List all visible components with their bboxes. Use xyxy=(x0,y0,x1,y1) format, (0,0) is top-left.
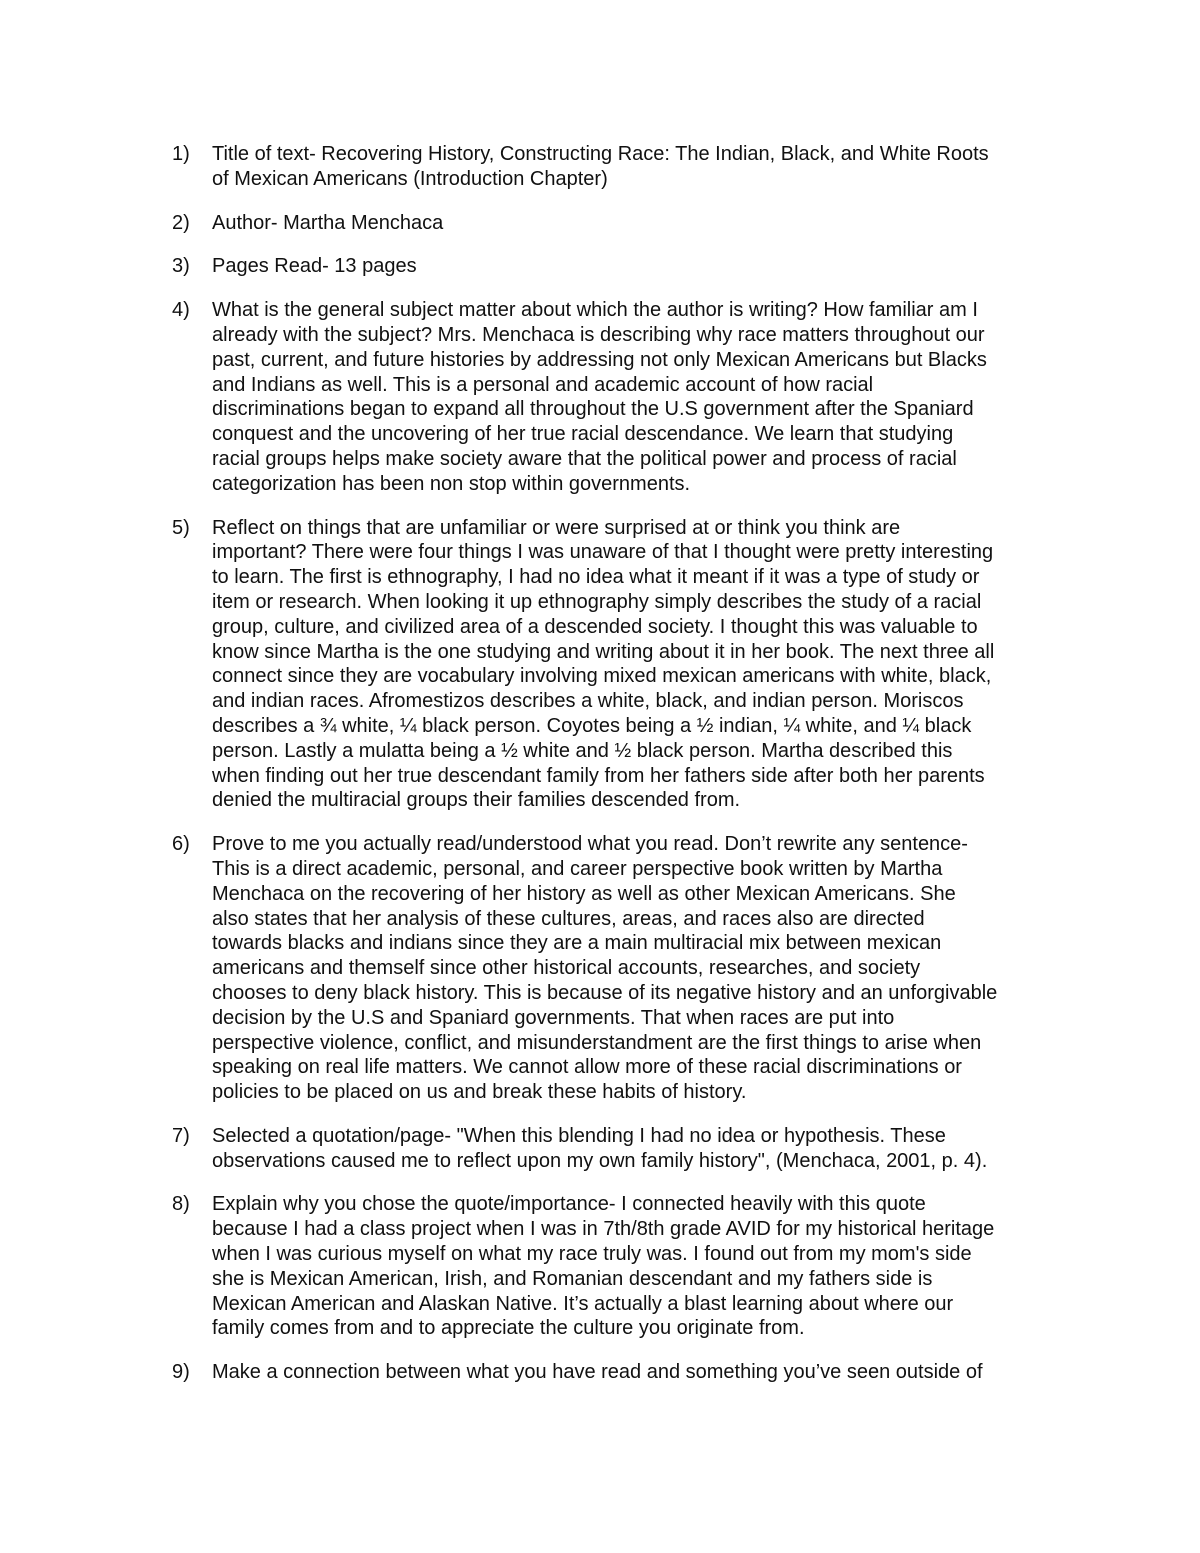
list-item-text: Prove to me you actually read/understood what you read. Don’t rewrite any sentence- This is a direct academic, personal, and career perspective book written by Martha Menchaca on the recovering of her history as well as other Mexican Americans. She also states that her analysis of these cultures, areas, and races also are directed towards blacks and indians since they are a main multiracial mix between mexican americans and themself since other historical accounts, researches, and society chooses to deny black history. This is because of its negative history and an unforgivable decision by the U.S and Spaniard governments. That when races are put into perspective violence, conflict, and misunderstandment are the first things to arise when speaking on real life matters. We cannot allow more of these racial discriminations or policies to be placed on us and break these habits of history. xyxy=(212,833,998,1104)
list-item-number: 3) xyxy=(172,255,190,278)
list-item-number: 2) xyxy=(172,211,190,234)
list-item-text: Pages Read- 13 pages xyxy=(212,255,417,278)
list-item-number: 5) xyxy=(172,516,190,539)
list-item xyxy=(172,142,1072,192)
list-item-number: 6) xyxy=(172,833,190,856)
list-item-text: Reflect on things that are unfamiliar or were surprised at or think you think are important? There were four things I was unaware of that I thought were pretty interesting to learn. The first is ethnography, I had no idea what it meant if it was a type of study or item or research. When looking it up ethnography simply describes the study of a racial group, culture, and civilized area of a descended society. I thought this was valuable to know since Martha is the one studying and writing about it in her book. The next three all connect since they are vocabulary involving mixed mexican americans with white, black, and indian races. Afromestizos describes a white, black, and indian person. Moriscos describes a ¾ white, ¼ black person. Coyotes being a ½ indian, ¼ white, and ¼ black person. Lastly a mulatta being a ½ white and ½ black person. Martha described this when finding out her true descendant family from her fathers side after both her parents denied the multiracial groups their families descended from. xyxy=(212,516,995,812)
list-item-text: Author- Martha Menchaca xyxy=(212,211,444,234)
numbered-list xyxy=(172,142,1072,1404)
list-item xyxy=(172,516,1072,814)
list-item xyxy=(172,1192,1072,1341)
list-item xyxy=(172,298,1072,496)
list-item-number: 4) xyxy=(172,299,190,322)
list-item-number: 7) xyxy=(172,1124,190,1147)
list-item-number: 9) xyxy=(172,1361,190,1384)
list-item xyxy=(172,211,1072,236)
list-item-text: Make a connection between what you have read and something you’ve seen outside of xyxy=(212,1361,983,1384)
list-item-text: Explain why you chose the quote/importance- I connected heavily with this quote because I had a class project when I was in 7th/8th grade AVID for my historical heritage when I was curious myself on what my race truly was. I found out from my mom's side she is Mexican American, Irish, and Romanian descendant and my fathers side is Mexican American and Alaskan Native. It’s actually a blast learning about where our family comes from and to appreciate the culture you originate from. xyxy=(212,1193,995,1340)
list-item xyxy=(172,832,1072,1105)
list-item-number: 1) xyxy=(172,143,190,165)
list-item-text: Selected a quotation/page- "When this blending I had no idea or hypothesis. These observations caused me to reflect upon my own family history", (Menchaca, 2001, p. 4). xyxy=(212,1124,988,1172)
list-item-text: What is the general subject matter about which the author is writing? How familiar am I already with the subject? Mrs. Menchaca is describing why race matters throughout our past, current, and future histories by addressing not only Mexican Americans but Blacks and Indians as well. This is a personal and academic account of how racial discriminations began to expand all throughout the U.S government after the Spaniard conquest and the uncovering of her true racial descendance. We learn that studying racial groups helps make society aware that the political power and process of racial categorization has been non stop within governments. xyxy=(212,299,987,495)
list-item xyxy=(172,1124,1072,1174)
list-item-number: 8) xyxy=(172,1193,190,1216)
list-item xyxy=(172,254,1072,279)
list-item-text: Title of text- Recovering History, Constructing Race: The Indian, Black, and White Roots of Mexican Americans (Introduction Chapter) xyxy=(212,143,989,190)
list-item xyxy=(172,1360,1072,1385)
